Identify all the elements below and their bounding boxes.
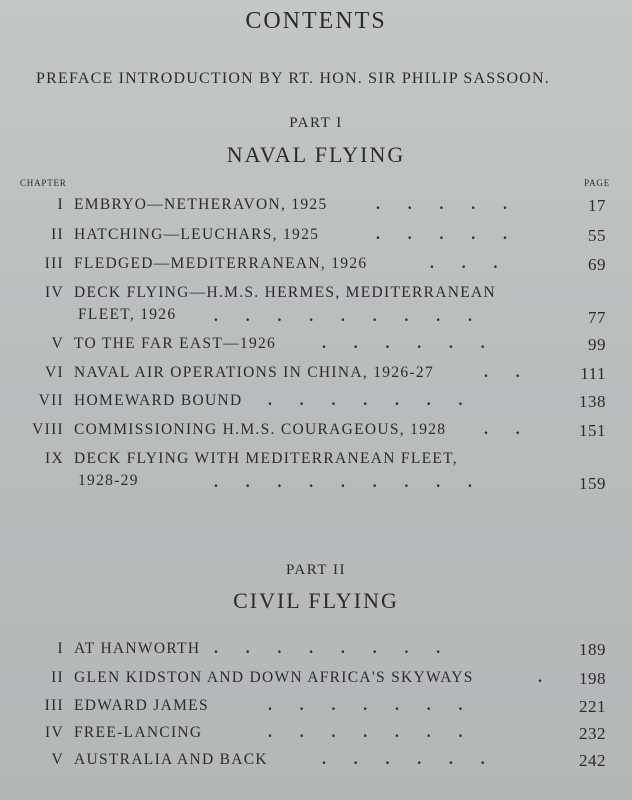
- chapter-number: VI: [45, 364, 64, 381]
- chapter-number: II: [51, 669, 64, 686]
- toc-entry: [0, 255, 632, 279]
- chapter-title: AT HANWORTH: [74, 640, 201, 657]
- page-number: 77: [588, 308, 606, 327]
- dot-leader: . . . . .: [376, 226, 507, 243]
- page-number: 198: [579, 669, 606, 688]
- dot-leader: . . .: [430, 255, 498, 272]
- chapter-number: VII: [38, 392, 64, 409]
- chapter-title: AUSTRALIA AND BACK: [74, 751, 268, 768]
- part-2-label: PART II: [285, 562, 347, 578]
- toc-entry: [0, 450, 632, 500]
- chapter-title: HATCHING—LEUCHARS, 1925: [74, 226, 320, 243]
- dot-leader: . .: [484, 364, 520, 381]
- chapter-number: I: [57, 196, 64, 213]
- dot-leader: . . . . . .: [322, 751, 485, 768]
- chapter-title: GLEN KIDSTON AND DOWN AFRICA'S SKYWAYS: [74, 669, 474, 686]
- page-number: 159: [579, 474, 606, 493]
- page-number: 111: [580, 364, 606, 383]
- page-number: 55: [588, 226, 606, 245]
- chapter-number: V: [51, 751, 64, 768]
- chapter-title: FREE-LANCING: [74, 724, 203, 741]
- chapter-number: IV: [45, 724, 64, 741]
- chapter-title: NAVAL AIR OPERATIONS IN CHINA, 1926-27: [74, 364, 434, 381]
- toc-entry: [0, 640, 632, 664]
- toc-entry: [0, 392, 632, 416]
- chapter-title: EDWARD JAMES: [74, 697, 209, 714]
- chapter-column-header: CHAPTER: [20, 178, 67, 188]
- chapter-title: EMBRYO—NETHERAVON, 1925: [74, 196, 328, 213]
- chapter-title: FLEDGED—MEDITERRANEAN, 1926: [74, 255, 368, 272]
- page-number: 242: [579, 751, 606, 770]
- dot-leader: . . . . . . .: [268, 392, 463, 409]
- dot-leader: . . . . . . .: [268, 724, 463, 741]
- chapter-number: III: [44, 697, 64, 714]
- part-1-label: PART I: [289, 115, 343, 131]
- chapter-title: DECK FLYING—H.M.S. HERMES, MEDITERRANEAN: [74, 284, 497, 301]
- page-number: 138: [579, 392, 606, 411]
- toc-entry: [0, 335, 632, 359]
- dot-leader: . . . . . . .: [268, 697, 463, 714]
- preface-line: PREFACE INTRODUCTION BY RT. HON. SIR PHILIP SASSOON.: [36, 70, 550, 87]
- chapter-title: DECK FLYING WITH MEDITERRANEAN FLEET,: [74, 450, 458, 467]
- chapter-title-continuation: FLEET, 1926: [78, 306, 177, 323]
- chapter-title: COMMISSIONING H.M.S. COURAGEOUS, 1928: [74, 421, 447, 438]
- dot-leader: . . . . . .: [322, 335, 485, 352]
- toc-entry: [0, 669, 632, 693]
- chapter-number: IV: [45, 284, 64, 301]
- page-number: 17: [588, 196, 606, 215]
- page-column-header: PAGE: [584, 178, 610, 188]
- page-number: 69: [588, 255, 606, 274]
- chapter-title: HOMEWARD BOUND: [74, 392, 243, 409]
- chapter-number: VIII: [32, 421, 64, 438]
- dot-leader: . . . . . . . .: [214, 640, 441, 657]
- part-2-title: CIVIL FLYING: [233, 588, 399, 613]
- page-number: 151: [579, 421, 606, 440]
- chapter-title: TO THE FAR EAST—1926: [74, 335, 277, 352]
- dot-leader: .: [538, 669, 542, 686]
- contents-heading: CONTENTS: [245, 8, 387, 34]
- toc-entry: [0, 364, 632, 388]
- page-number: 221: [579, 697, 606, 716]
- toc-entry: [0, 751, 632, 775]
- chapter-number: II: [51, 226, 64, 243]
- dot-leader: . . . . . . . . .: [214, 474, 472, 491]
- toc-entry: [0, 421, 632, 445]
- dot-leader: . .: [484, 421, 520, 438]
- dot-leader: . . . . .: [376, 196, 507, 213]
- part-1-title: NAVAL FLYING: [226, 142, 406, 167]
- dot-leader: . . . . . . . . .: [214, 308, 472, 325]
- chapter-number: III: [44, 255, 64, 272]
- toc-entry: [0, 196, 632, 220]
- chapter-number: V: [51, 335, 64, 352]
- page-number: 189: [579, 640, 606, 659]
- chapter-number: I: [57, 640, 64, 657]
- toc-entry: [0, 284, 632, 334]
- chapter-title-continuation: 1928-29: [78, 472, 139, 489]
- page-number: 99: [588, 335, 606, 354]
- page-number: 232: [579, 724, 606, 743]
- toc-entry: [0, 226, 632, 250]
- toc-entry: [0, 724, 632, 748]
- toc-entry: [0, 697, 632, 721]
- chapter-number: IX: [45, 450, 64, 467]
